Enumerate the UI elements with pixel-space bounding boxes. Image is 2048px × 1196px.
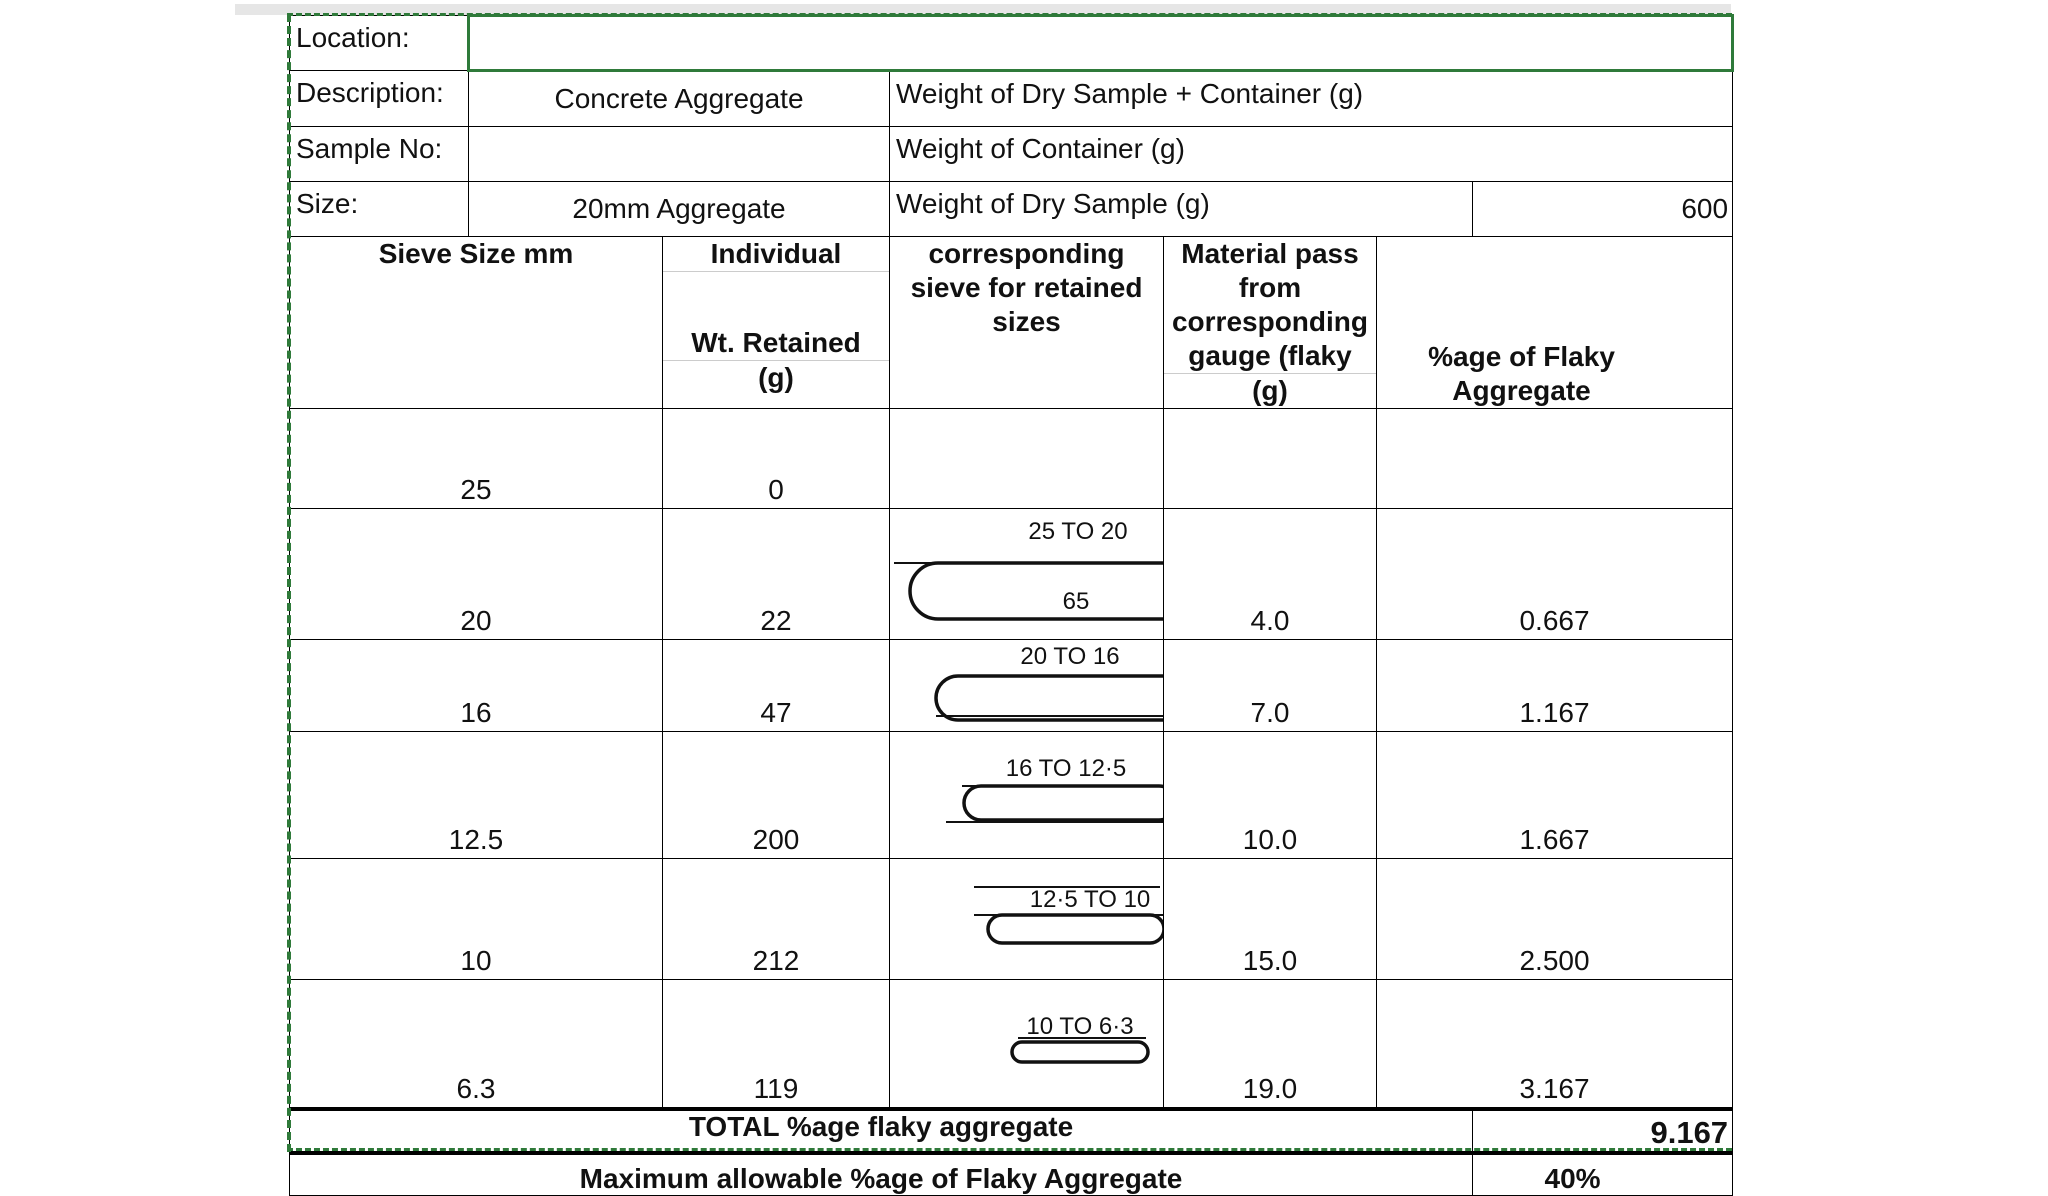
- spreadsheet-sheet: [289, 14, 1732, 1194]
- material-pass-unit: (g): [1252, 375, 1288, 406]
- gauge-cell: [890, 509, 1164, 640]
- material-pass-header: [1164, 237, 1377, 409]
- sample-label: Sample No:: [290, 127, 469, 182]
- gauge-slot-sketch: [890, 640, 1164, 726]
- percent-cell[interactable]: 2.500: [1377, 859, 1733, 980]
- sample-row: [290, 127, 1733, 182]
- gauge-label: 12·5 TO 10: [1029, 886, 1151, 913]
- gauge-label: 10 TO 6·3: [1026, 1013, 1134, 1040]
- retained-cell[interactable]: 0: [663, 409, 890, 509]
- sieve-size-cell[interactable]: 6.3: [290, 980, 663, 1109]
- passing-cell[interactable]: 7.0: [1164, 640, 1377, 732]
- gauge-slot-sketch: [890, 859, 1164, 955]
- individual-header-text: Individual: [663, 237, 889, 272]
- sieve-size-header: Sieve Size mm: [290, 237, 663, 409]
- location-label: Location:: [290, 16, 469, 71]
- retained-cell[interactable]: 22: [663, 509, 890, 640]
- size-label: Size:: [290, 182, 469, 237]
- individual-header: [663, 237, 890, 409]
- percent-cell[interactable]: [1377, 409, 1733, 509]
- table-row: [290, 732, 1733, 859]
- percent-cell[interactable]: 0.667: [1377, 509, 1733, 640]
- dry-sample-value-cell[interactable]: 600: [1473, 182, 1733, 237]
- description-label: Description:: [290, 71, 469, 127]
- wt-retained-header-text: Wt. Retained: [663, 326, 889, 361]
- corresponding-sieve-header: corresponding sieve for retained sizes: [890, 237, 1164, 409]
- location-row: [290, 16, 1733, 71]
- passing-cell[interactable]: 4.0: [1164, 509, 1377, 640]
- gauge-slot-sketch: [890, 980, 1164, 1076]
- sieve-size-cell[interactable]: 10: [290, 859, 663, 980]
- dry-plus-container-label: Weight of Dry Sample + Container (g): [890, 71, 1733, 127]
- selection-border-left: [287, 14, 291, 1152]
- gauge-cell: [890, 409, 1164, 509]
- max-allowable-value-cell[interactable]: 40%: [1473, 1153, 1733, 1196]
- selection-border-bottom: [287, 1148, 1732, 1151]
- table-row: [290, 859, 1733, 980]
- sieve-size-cell[interactable]: 25: [290, 409, 663, 509]
- gauge-label: 20 TO 16: [1020, 643, 1120, 670]
- retained-cell[interactable]: 119: [663, 980, 890, 1109]
- percent-cell[interactable]: 1.667: [1377, 732, 1733, 859]
- flakiness-table: [289, 14, 1734, 1196]
- passing-cell[interactable]: 19.0: [1164, 980, 1377, 1109]
- retained-cell[interactable]: 47: [663, 640, 890, 732]
- selection-border-top: [287, 13, 1732, 16]
- dry-sample-label: Weight of Dry Sample (g): [890, 182, 1473, 237]
- size-row: [290, 182, 1733, 237]
- gauge-label: 16 TO 12·5: [1005, 755, 1127, 782]
- percent-cell[interactable]: 3.167: [1377, 980, 1733, 1109]
- gauge-slot-sketch: [890, 732, 1164, 832]
- container-label: Weight of Container (g): [890, 127, 1733, 182]
- max-allowable-row: [290, 1153, 1733, 1196]
- gauge-cell: [890, 980, 1164, 1109]
- gauge-cell: [890, 640, 1164, 732]
- passing-cell[interactable]: 10.0: [1164, 732, 1377, 859]
- description-value-cell[interactable]: Concrete Aggregate: [469, 71, 890, 127]
- sieve-size-cell[interactable]: 16: [290, 640, 663, 732]
- description-row: [290, 71, 1733, 127]
- gauge-slot-sketch: [890, 509, 1164, 627]
- percent-flaky-header: %age of Flaky Aggregate: [1377, 237, 1733, 409]
- table-row: [290, 640, 1733, 732]
- retained-cell[interactable]: 200: [663, 732, 890, 859]
- retained-cell[interactable]: 212: [663, 859, 890, 980]
- total-value-cell[interactable]: 9.167: [1473, 1109, 1733, 1153]
- sieve-size-cell[interactable]: 20: [290, 509, 663, 640]
- total-label: TOTAL %age flaky aggregate: [290, 1109, 1473, 1153]
- max-allowable-label: Maximum allowable %age of Flaky Aggregate: [290, 1153, 1473, 1196]
- gauge-cell: [890, 859, 1164, 980]
- percent-cell[interactable]: 1.167: [1377, 640, 1733, 732]
- location-input-cell[interactable]: [469, 16, 1733, 71]
- sample-value-cell[interactable]: [469, 127, 890, 182]
- gauge-note: 65: [1062, 588, 1090, 615]
- table-row: [290, 409, 1733, 509]
- sieve-size-cell[interactable]: 12.5: [290, 732, 663, 859]
- total-row: [290, 1109, 1733, 1153]
- passing-cell[interactable]: 15.0: [1164, 859, 1377, 980]
- material-pass-header-text: Material pass from corresponding gauge (flaky: [1164, 237, 1376, 374]
- wt-retained-unit: (g): [758, 362, 794, 393]
- gauge-label: 25 TO 20: [1028, 518, 1128, 545]
- table-row: [290, 509, 1733, 640]
- table-row: [290, 980, 1733, 1109]
- gauge-cell: [890, 732, 1164, 859]
- size-value-cell[interactable]: 20mm Aggregate: [469, 182, 890, 237]
- passing-cell[interactable]: [1164, 409, 1377, 509]
- sieve-header-row: [290, 237, 1733, 409]
